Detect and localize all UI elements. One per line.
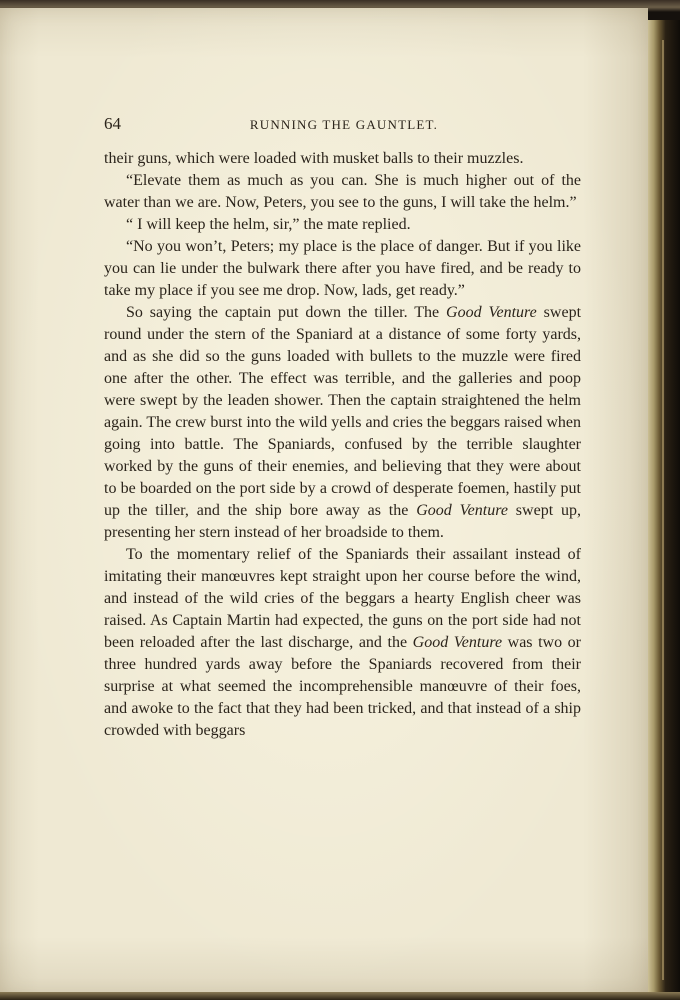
paragraph-p3	[104, 214, 581, 236]
paragraph-text: was two or three hundred yards away before the Spaniards recovered from their surprise at what seemed the incomprehensible manœuvre of their foes, and awoke to the fact that they had been tricked, and that instead of a ship crowded with beggars	[104, 634, 582, 739]
page-right-edge	[648, 20, 680, 1000]
ship-name: Good Venture	[446, 304, 537, 321]
paragraph-text: “No you won’t, Peters; my place is the place of danger. But if you like you can lie under the bulwark there after you have fired, and be ready to take my place if you see me drop. Now, lads, get ready.”	[104, 238, 581, 299]
page-number: 64	[104, 114, 121, 133]
paragraph-text: swept round under the stern of the Spaniard at a distance of some forty yards, and as she did so the guns loaded with bullets to the muzzle were fired one after the other. The effect was terrible, and the galleries and poop were swept by the leaden shower. Then the captain straightened the helm again. The crew burst into the wild yells and cries the beggars raised when going into battle. The Spaniards, confused by the terrible slaughter worked by the guns of their enemies, and believing that they were about to be boarded on the port side by a crowd of desperate foemen, hastily put up the tiller, and the ship bore away as the	[104, 304, 582, 519]
running-head: RUNNING THE GAUNTLET.	[249, 117, 439, 132]
page-bottom-edge	[0, 992, 680, 1000]
page-header	[104, 114, 584, 138]
paragraph-p6	[104, 544, 581, 742]
paragraph-p5	[104, 302, 581, 544]
ship-name: Good Venture	[416, 502, 508, 519]
paragraph-p1	[104, 148, 581, 170]
body-text	[104, 148, 581, 742]
page-edge-highlight	[662, 40, 664, 980]
paragraph-text: swept up, presenting her stern instead of her broadside to them.	[104, 502, 582, 541]
paragraph-text: “Elevate them as much as you can. She is much higher out of the water than we are. Now, Peters, you see to the guns, I will take the helm.”	[104, 172, 581, 211]
paragraph-p4	[104, 236, 581, 302]
paragraph-p2	[104, 170, 581, 214]
paragraph-text: “ I will keep the helm, sir,” the mate replied.	[126, 216, 411, 233]
ship-name: Good Venture	[412, 634, 503, 651]
paragraph-text: To the momentary relief of the Spaniards their assailant instead of imitating their manœuvres kept straight upon her course before the wind, and instead of the wild cries of the beggars a hearty English cheer was raised. As Captain Martin had expected, the guns on the port side had not been reloaded after the last discharge, and the	[104, 546, 581, 651]
paragraph-text: So saying the captain put down the tiller. The	[126, 304, 447, 321]
paragraph-text: their guns, which were loaded with musket balls to their muzzles.	[104, 150, 524, 167]
